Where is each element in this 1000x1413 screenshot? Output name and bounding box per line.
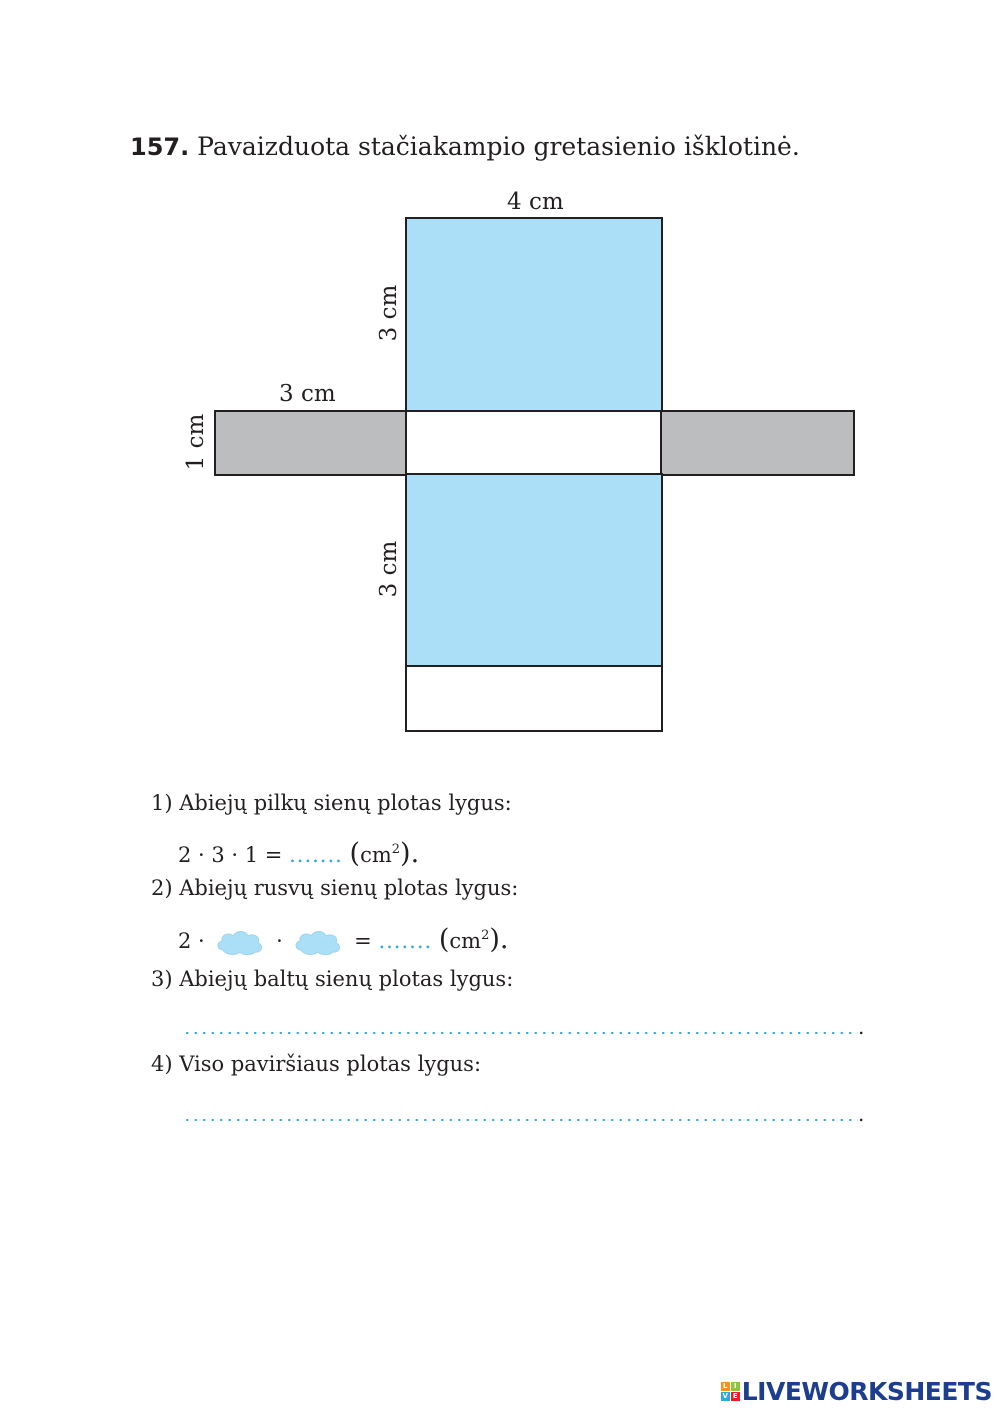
answer-blank-1[interactable]: ....... [289,843,343,867]
label-side-height: 1 cm [183,413,209,471]
logo-square-i: I [731,1382,740,1391]
exercise-title [130,132,800,161]
label-top-width: 4 cm [507,189,564,215]
formula-2 [178,924,509,956]
right-side-face [660,410,855,476]
exercise-text: Pavaizduota stačiakampio gretasienio išklotinė. [197,132,800,161]
answer-line-3[interactable] [183,1032,858,1034]
label-top-height: 3 cm [376,284,402,342]
left-side-face [214,410,408,476]
unit-close-2: ). [489,924,509,955]
unit-exp-2: 2 [481,928,490,943]
cloud-input-icon-2[interactable] [293,928,343,956]
question-1: 1) Abiejų pilkų sienų plotas lygus: [151,791,512,815]
question-4: 4) Viso paviršiaus plotas lygus: [151,1052,482,1076]
top-face [405,217,663,413]
liveworksheets-logo [721,1377,992,1406]
logo-square-e: E [731,1392,740,1401]
cloud-input-icon-1[interactable] [215,928,265,956]
formula-1-prefix: 2 · 3 · 1 = [178,843,283,867]
answer-line-3-end: . [858,1015,865,1039]
formula-1 [178,838,419,869]
unit-exp-1: 2 [391,842,401,857]
center-face [405,410,663,476]
back-face [405,665,663,732]
formula-2-equals: = [354,929,372,953]
logo-text: LIVEWORKSHEETS [741,1377,992,1406]
exercise-number: 157. [130,133,190,161]
formula-2-dot: · [276,929,283,953]
label-bottom-height: 3 cm [376,540,402,598]
label-side-width: 3 cm [279,381,336,407]
answer-line-4[interactable] [183,1119,858,1121]
unit-close-1: ). [400,838,420,869]
unit-open-2: ( [438,924,450,955]
unit-open-1: ( [349,838,361,869]
logo-square-v: V [722,1392,728,1400]
formula-2-prefix: 2 · [178,929,205,953]
logo-square-l: L [721,1382,730,1391]
unit-2: cm [449,929,482,953]
bottom-face [405,473,663,668]
question-3: 3) Abiejų baltų sienų plotas lygus: [151,967,514,991]
unit-1: cm [360,843,392,867]
answer-blank-2[interactable]: ....... [378,929,433,953]
answer-line-4-end: . [858,1102,865,1126]
logo-squares-icon [721,1382,740,1401]
question-2: 2) Abiejų rusvų sienų plotas lygus: [151,876,519,900]
